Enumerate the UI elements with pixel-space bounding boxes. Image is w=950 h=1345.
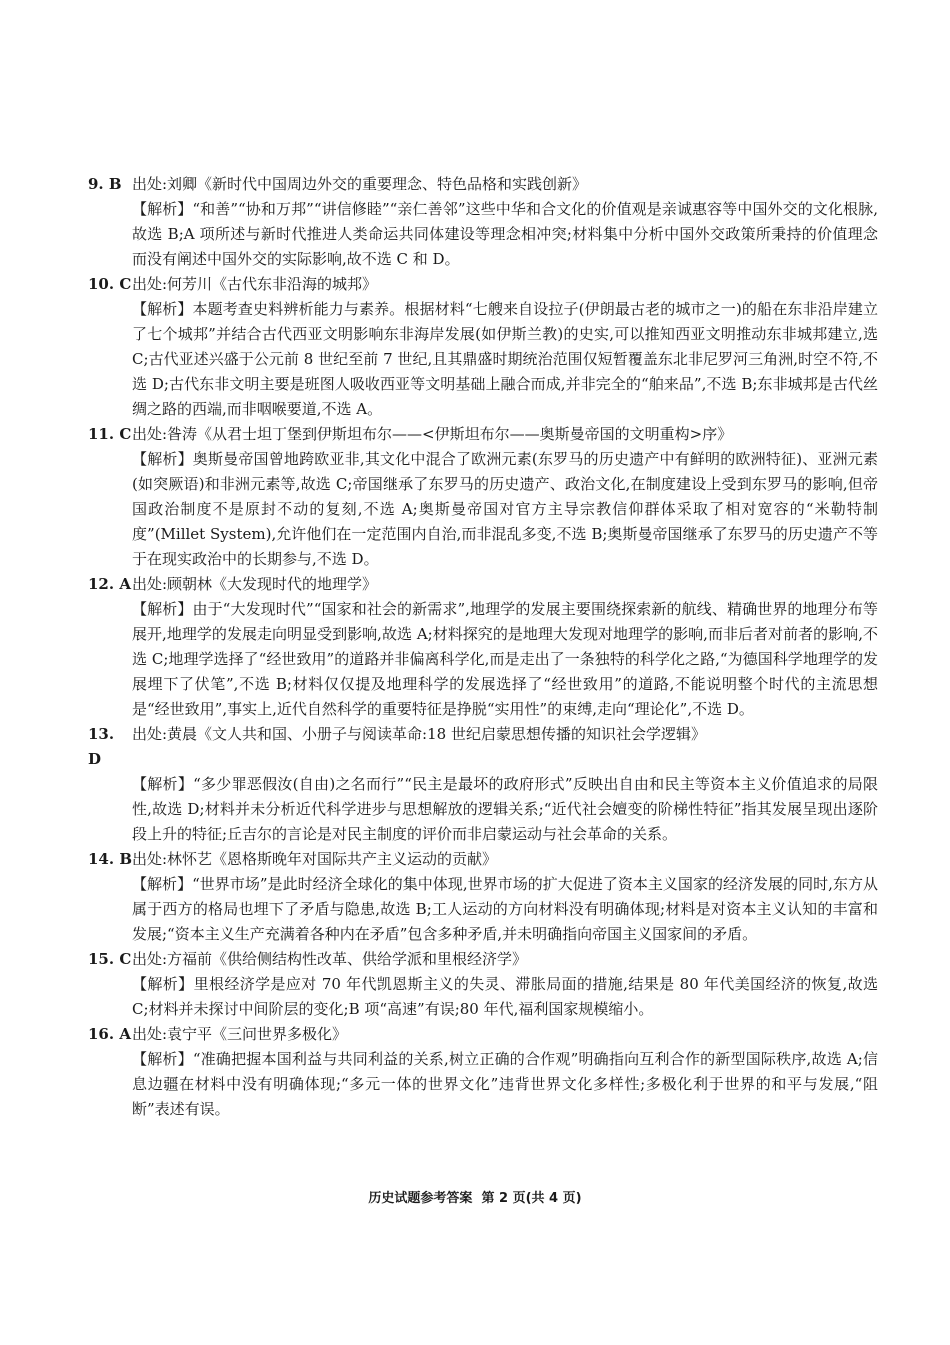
answer-item-10 bbox=[88, 272, 878, 422]
source-citation: 出处:林怀艺《恩格斯晚年对国际共产主义运动的贡献》 bbox=[132, 850, 498, 868]
answer-item-16 bbox=[88, 1022, 878, 1122]
question-number: 10. C bbox=[88, 275, 132, 293]
source-citation: 出处:顾朝林《大发现时代的地理学》 bbox=[132, 575, 378, 593]
source-citation: 出处:何芳川《古代东非沿海的城邦》 bbox=[132, 275, 378, 293]
analysis-text: 【解析】奥斯曼帝国曾地跨欧亚非,其文化中混合了欧洲元素(东罗马的历史遗产中有鲜明的欧洲特征)、亚洲元素(如突厥语)和非洲元素等,故选 C;帝国继承了东罗马的历史遗产、政治文化,在制度建设上受到东罗马的影响,但帝国政治制度不是原封不动的复刻,不选 A;奥斯曼帝国对官方主导宗教信仰群体采取了相对宽容的“米勒特制度”(Millet System),允许他们在一定范围内自治,而非混乱多变,不选 B;奥斯曼帝国继承了东罗马的历史遗产不等于在现实政治中的长期参与,不选 D。 bbox=[132, 450, 878, 568]
question-number: 14. B bbox=[88, 850, 132, 868]
analysis-text: 【解析】“准确把握本国利益与共同利益的关系,树立正确的合作观”明确指向互利合作的新型国际秩序,故选 A;信息边疆在材料中没有明确体现;“多元一体的世界文化”违背世界文化多样性;多极化利于世界的和平与发展,“阻断”表述有误。 bbox=[132, 1050, 878, 1118]
analysis-text: 【解析】本题考查史料辨析能力与素养。根据材料“七艘来自设拉子(伊朗最古老的城市之一)的船在东非沿岸建立了七个城邦”并结合古代西亚文明影响东非海岸发展(如伊斯兰教)的史实,可以推知西亚文明推动东非城邦建立,选 C;古代亚述兴盛于公元前 8 世纪至前 7 世纪,且其鼎盛时期统治范围仅短暂覆盖东北非尼罗河三角洲,时空不符,不选 D;古代东非文明主要是班图人吸收西亚等文明基础上融合而成,并非完全的“舶来品”,不选 B;东非城邦是古代丝绸之路的西端,而非咽喉要道,不选 A。 bbox=[132, 300, 878, 418]
analysis-text: 【解析】“多少罪恶假汝(自由)之名而行”“民主是最坏的政府形式”反映出自由和民主等资本主义价值追求的局限性,故选 D;材料并未分析近代科学进步与思想解放的逻辑关系;“近代社会嬗变的阶梯性特征”指其发展呈现出逐阶段上升的特征;丘吉尔的言论是对民主制度的评价而非启蒙运动与社会革命的关系。 bbox=[132, 775, 878, 843]
source-citation: 出处:黄晨《文人共和国、小册子与阅读革命:18 世纪启蒙思想传播的知识社会学逻辑》 bbox=[132, 725, 706, 743]
analysis-text: 【解析】“世界市场”是此时经济全球化的集中体现,世界市场的扩大促进了资本主义国家的经济发展的同时,东方从属于西方的格局也埋下了矛盾与隐患,故选 B;工人运动的方向材料没有明确体现;材料是对资本主义认知的丰富和发展;“资本主义生产充满着各种内在矛盾”包含多种矛盾,并未明确指向帝国主义国家间的矛盾。 bbox=[132, 875, 878, 943]
question-number: 12. A bbox=[88, 575, 131, 593]
question-number: 9. B bbox=[88, 175, 122, 193]
analysis-text: 【解析】“和善”“协和万邦”“讲信修睦”“亲仁善邻”这些中华和合文化的价值观是亲诚惠容等中国外交的文化根脉,故选 B;A 项所述与新时代推进人类命运共同体建设等理念相冲突;材料集中分析中国外交政策所秉持的价值理念而没有阐述中国外交的实际影响,故不选 C 和 D。 bbox=[132, 200, 878, 268]
source-citation: 出处:袁宁平《三问世界多极化》 bbox=[132, 1025, 348, 1043]
answer-item-14 bbox=[88, 847, 878, 947]
answer-item-9 bbox=[88, 172, 878, 272]
source-citation: 出处:方福前《供给侧结构性改革、供给学派和里根经济学》 bbox=[132, 950, 528, 968]
source-citation: 出处:刘卿《新时代中国周边外交的重要理念、特色品格和实践创新》 bbox=[132, 175, 588, 193]
answer-item-15 bbox=[88, 947, 878, 1022]
question-number: 11. C bbox=[88, 425, 132, 443]
answer-item-13 bbox=[88, 722, 878, 847]
question-number: 13. D bbox=[88, 725, 115, 768]
page-footer: 历史试题参考答案 第 2 页(共 4 页) bbox=[368, 1191, 582, 1206]
analysis-text: 【解析】由于“大发现时代”“国家和社会的新需求”,地理学的发展主要围绕探索新的航线、精确世界的地理分布等展开,地理学的发展走向明显受到影响,故选 A;材料探究的是地理大发现对地理学的影响,而非后者对前者的影响,不选 C;地理学选择了“经世致用”的道路并非偏离科学化,而是走出了一条独特的科学化之路,“为德国科学地理学的发展埋下了伏笔”,不选 B;材料仅仅提及地理科学的发展选择了“经世致用”的道路,不能说明整个时代的主流思想是“经世致用”,事实上,近代自然科学的重要特征是挣脱“实用性”的束缚,走向“理论化”,不选 D。 bbox=[132, 600, 878, 718]
answer-list bbox=[88, 172, 878, 1122]
source-citation: 出处:昝涛《从君士坦丁堡到伊斯坦布尔——<伊斯坦布尔——奥斯曼帝国的文明重构>序》 bbox=[132, 425, 733, 443]
question-number: 15. C bbox=[88, 950, 132, 968]
question-number: 16. A bbox=[88, 1025, 131, 1043]
answer-item-12 bbox=[88, 572, 878, 722]
analysis-text: 【解析】里根经济学是应对 70 年代凯恩斯主义的失灵、滞胀局面的措施,结果是 80 年代美国经济的恢复,故选 C;材料并未探讨中间阶层的变化;B 项“高速”有误;80 年代,福利国家规模缩小。 bbox=[132, 975, 878, 1018]
answer-item-11 bbox=[88, 422, 878, 572]
